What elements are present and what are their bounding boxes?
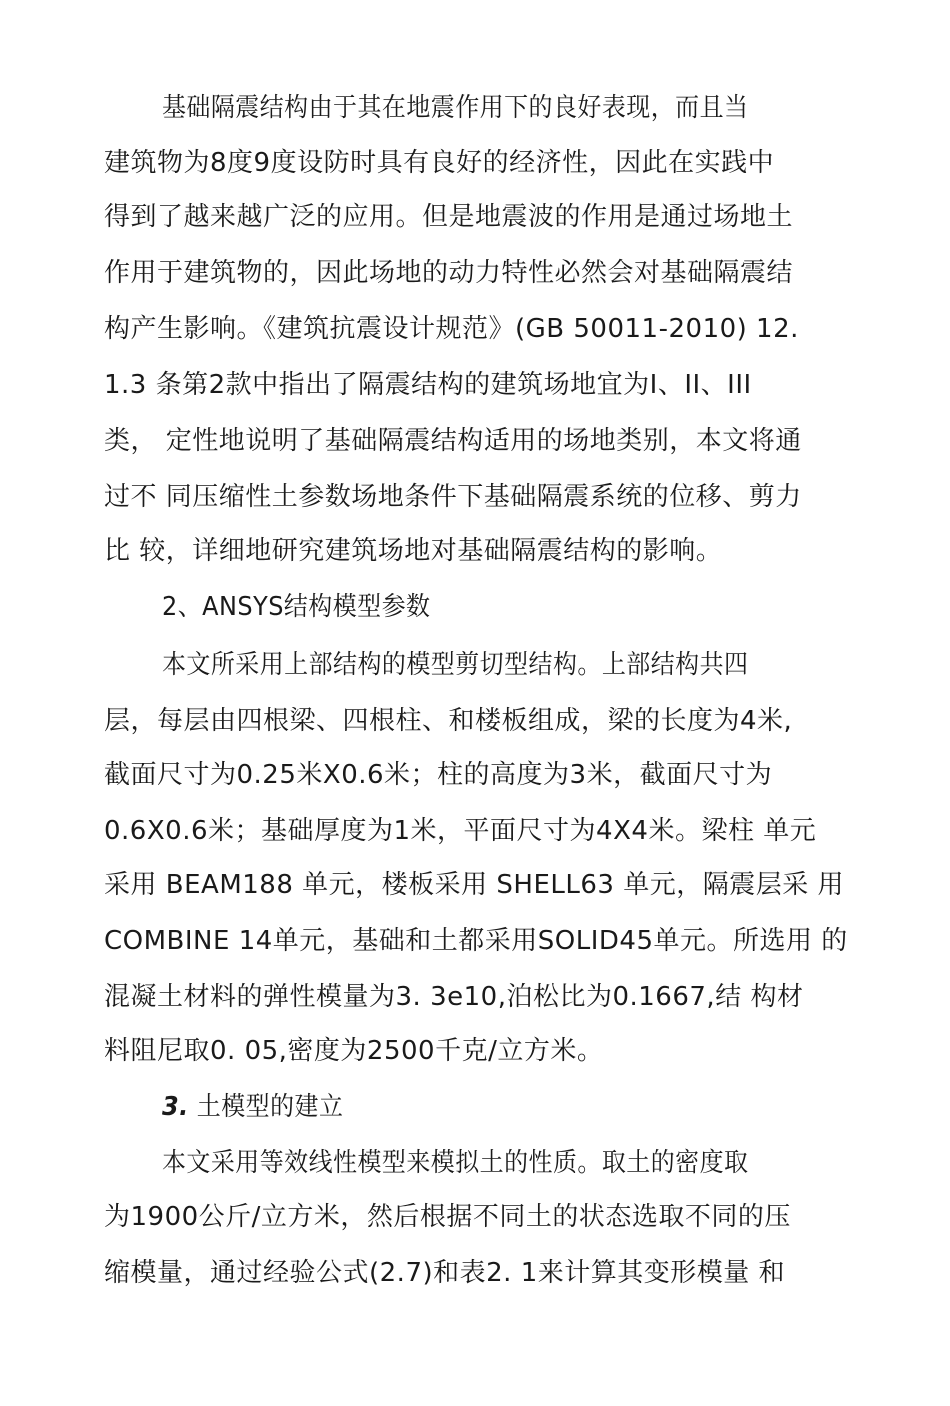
paragraph3-line: 为1900公斤/立方米，然后根据不同土的状态选取不同的压 — [104, 1202, 791, 1232]
section3-title: 土模型的建立 — [196, 1092, 344, 1122]
paragraph1-line: 类， 定性地说明了基础隔震结构适用的场地类别，本文将通 — [104, 426, 802, 456]
paragraph2-line: 混凝土材料的弹性模量为3. 3e10,泊松比为0.1667,结 构材 — [104, 982, 804, 1012]
paragraph2-line: 料阻尼取0. 05,密度为2500千克/立方米。 — [104, 1036, 604, 1066]
paragraph1-line: 1.3 条第2款中指出了隔震结构的建筑场地宜为I、II、III — [104, 370, 752, 400]
paragraph2-line: 采用 BEAM188 单元，楼板采用 SHELL63 单元，隔震层采 用 — [104, 870, 844, 900]
paragraph2-line: 截面尺寸为0.25米X0.6米；柱的高度为3米，截面尺寸为 — [104, 760, 773, 790]
section3-number: 3. — [162, 1092, 189, 1122]
paragraph2-line: 层，每层由四根梁、四根柱、和楼板组成，梁的长度为4米, — [104, 706, 793, 736]
paragraph1-line: 比 较，详细地研究建筑场地对基础隔震结构的影响。 — [104, 536, 723, 566]
paragraph2-line: 本文所采用上部结构的模型剪切型结构。上部结构共四 — [162, 650, 749, 680]
paragraph1-line: 建筑物为8度9度设防时具有良好的经济性，因此在实践中 — [104, 148, 775, 178]
paragraph1-line: 构产生影响。《建筑抗震设计规范》(GB 50011-2010) 12. — [104, 314, 799, 344]
paragraph2-line: COMBINE 14单元，基础和土都采用SOLID45单元。所选用 的 — [104, 926, 848, 956]
paragraph1-line: 作用于建筑物的，因此场地的动力特性必然会对基础隔震结 — [104, 258, 794, 288]
paragraph1-line: 得到了越来越广泛的应用。但是地震波的作用是通过场地土 — [104, 202, 794, 232]
paragraph3-line: 本文采用等效线性模型来模拟土的性质。取土的密度取 — [162, 1148, 749, 1178]
paragraph1-line: 过不 同压缩性土参数场地条件下基础隔震系统的位移、剪力 — [104, 482, 802, 512]
paragraph1-line: 基础隔震结构由于其在地震作用下的良好表现，而且当 — [162, 93, 749, 123]
section3-heading — [162, 1090, 849, 1124]
section2-heading: 2、ANSYS结构模型参数 — [162, 592, 431, 622]
paragraph2-line: 0.6X0.6米；基础厚度为1米，平面尺寸为4X4米。梁柱 单元 — [104, 816, 817, 846]
paragraph3-line: 缩模量，通过经验公式(2.7)和表2. 1来计算其变形模量 和 — [104, 1258, 786, 1288]
